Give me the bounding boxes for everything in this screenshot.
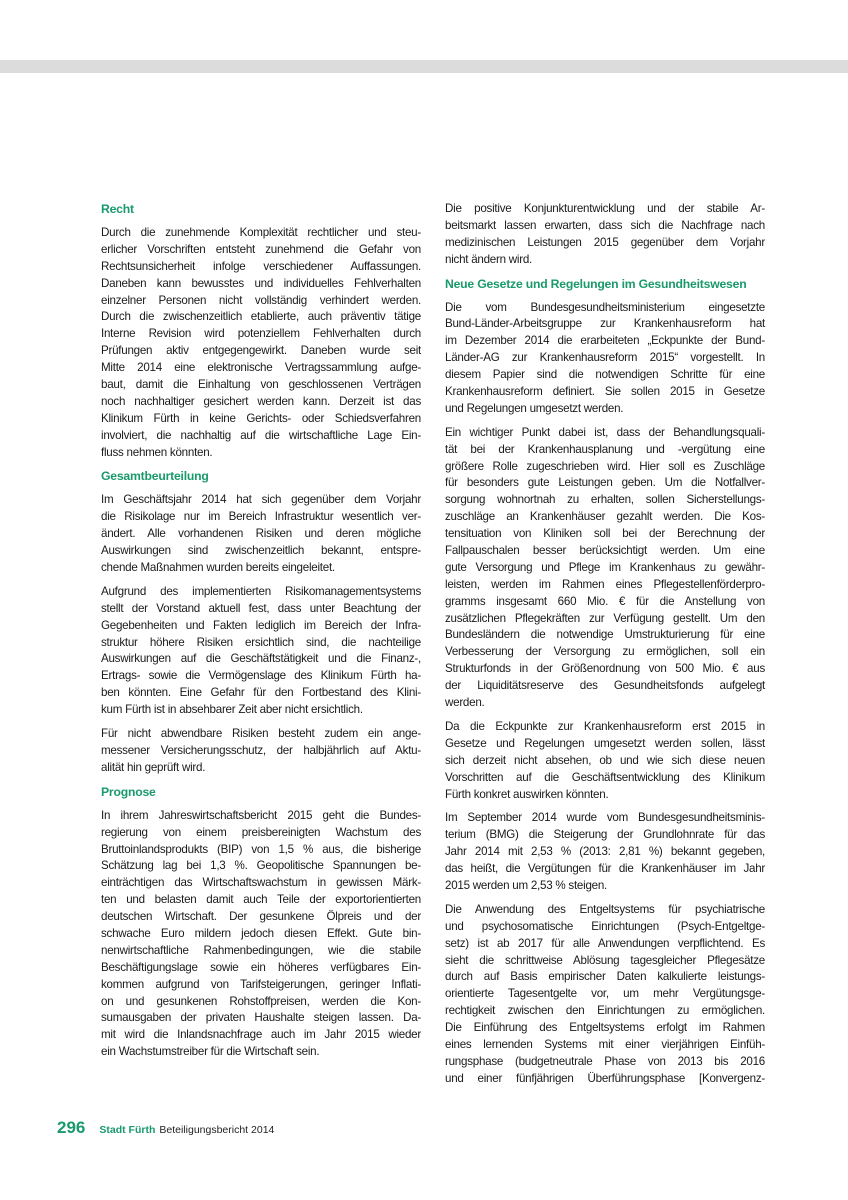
text-line: terium (BMG) die Steigerung der Grundlohnrate für das (445, 828, 765, 842)
text-line: messener Versicherungsschutz, der halbjährlich auf Aktu- (101, 743, 421, 757)
page-number: 296 (57, 1118, 86, 1137)
text-line: sorgung wohnortnah zu erhalten, sollen Sicherstellungs- (445, 493, 765, 507)
text-line: Daneben kann bewusstes und individuelles Fehlverhalten (101, 276, 421, 290)
paragraph (101, 726, 421, 777)
text-line: größere Rolle zugeschrieben wird. Hier soll es Zuschläge (445, 459, 765, 473)
section-heading: Neue Gesetze und Regelungen im Gesundheitswesen (445, 276, 747, 291)
text-line: erlicher Vorschriften entsteht zunehmend die Gefahr von (101, 242, 421, 256)
text-line: Gegebenheiten und Fakten lediglich im Bereich der Infra- (101, 618, 421, 632)
text-line: Bundesländern die notwendige Umstrukturierung für eine (445, 628, 765, 642)
paragraph (445, 300, 765, 418)
text-line: Jahr 2014 mit 2,53 % (2013: 2,81 %) bekannt gegeben, (445, 845, 765, 859)
text-line: orientierte Tagesentgelte vor, um mehr Vergütungsge- (445, 987, 765, 1001)
text-line: involviert, die nachhaltig auf die wirtschaftliche Lage Ein- (101, 428, 421, 442)
section-heading: Prognose (101, 784, 156, 799)
text-line: Die Anwendung des Entgeltsystems für psychiatrische (445, 902, 765, 916)
text-line: setz) ist ab 2017 für alle Anwendungen verpflichtend. Es (445, 936, 765, 950)
text-line: Auswirkungen auf die Geschäftstätigkeit und die Finanz-, (101, 652, 421, 666)
text-line: gute Versorgung und Pflege im Krankenhaus zu gewähr- (445, 560, 765, 574)
text-line: Durch die zwischenzeitlich etablierte, auch präventiv tätige (101, 310, 421, 324)
text-line: Schätzung lag bei 1,3 %. Geopolitische Spannungen be- (101, 859, 421, 873)
text-line: Ein wichtiger Punkt dabei ist, dass der Behandlungsquali- (445, 425, 765, 439)
text-line: Aufgrund des implementierten Risikomanagementsystems (101, 584, 421, 598)
text-line: Fürth konkret auswirken könnten. (445, 787, 609, 801)
text-line: ändert. Alle vorhandenen Risiken und deren mögliche (101, 527, 421, 541)
text-line: mit wird die Inlandsnachfrage auch im Jahr 2015 wieder (101, 1028, 421, 1042)
text-line: werden. (445, 696, 485, 710)
text-line: ben könnten. Eine Gefahr für den Fortbestand des Klini- (101, 686, 421, 700)
text-line: Die Einführung des Entgeltsystems erfolgt im Rahmen (445, 1021, 765, 1035)
paragraph (445, 719, 765, 803)
text-line: sumausgaben der privaten Haushalte steigen lassen. Da- (101, 1011, 421, 1025)
text-line: beitsmarkt lassen erwarten, dass sich die Nachfrage nach (445, 218, 765, 232)
report-title: Beteiligungsbericht 2014 (159, 1124, 275, 1136)
text-line: alität hin geprüft wird. (101, 760, 206, 774)
text-line: das heißt, die Vergütungen für die Krankenhäuser im Jahr (445, 862, 765, 876)
text-line: Prüfungen aktiv entgegengewirkt. Daneben wurde seit (101, 344, 421, 358)
text-line: Die vom Bundesgesundheitsministerium eingesetzte (445, 300, 765, 314)
text-line: Für nicht abwendbare Risiken besteht zudem ein ange- (101, 727, 421, 741)
top-bar (0, 60, 848, 73)
paragraph (101, 225, 421, 461)
text-line: deutschen Wirtschaft. Der gesunkene Ölpreis und der (101, 910, 421, 924)
right-column (445, 201, 765, 1095)
text-line: und einer fünfjährigen Überführungsphase [Konvergenz- (445, 1071, 765, 1085)
text-line: Klinikum Fürth in keine Gerichts- oder Schiedsverfahren (101, 411, 421, 425)
text-line: Mitte 2014 eine elektronische Vertragssammlung aufge- (101, 361, 421, 375)
text-line: Bruttoinlandsprodukts (BIP) von 1,5 % aus, die bisherige (101, 842, 421, 856)
text-line: ten und belasten damit auch Teile der exportorientierten (101, 893, 421, 907)
text-line: medizinischen Leistungen 2015 gegenüber dem Vorjahr (445, 235, 765, 249)
text-line: Da die Eckpunkte zur Krankenhausreform erst 2015 in (445, 719, 765, 733)
text-line: schwache Euro mildern jedoch diesen Effekt. Gute bin- (101, 926, 421, 940)
text-line: der Liquiditätsreserve des Gesundheitsfonds aufgelegt (445, 679, 765, 693)
text-line: Ertrags- sowie die Vermögenslage des Klinikum Fürth ha- (101, 669, 421, 683)
text-line: ein Wachstumstreiber für die Wirtschaft sein. (101, 1045, 320, 1059)
text-line: Krankenhausreform definiert. Sie sollen 2015 in Gesetze (445, 385, 765, 399)
text-line: Länder-AG zur Krankenhausreform 2015“ vorgestellt. In (445, 351, 765, 365)
paragraph (445, 810, 765, 894)
text-line: Rechtsunsicherheit infolge verschiedener Auffassungen. (101, 259, 421, 273)
text-line: einzelner Personen nicht vollständig verhindert werden. (101, 293, 421, 307)
text-line: Gesetze und Regelungen umgesetzt werden sollen, lässt (445, 736, 765, 750)
text-line: durch auf Basis empirischer Daten kalkulierte leistungs- (445, 970, 765, 984)
text-line: diesem Papier sind die notwendigen Schritte für eine (445, 368, 765, 382)
text-line: einträchtigen das Wirtschaftswachstum in gewissen Märk- (101, 876, 421, 890)
text-line: rechtigkeit zwischen den Einrichtungen zu ermöglichen. (445, 1004, 765, 1018)
paragraph (101, 584, 421, 719)
text-line: baut, damit die Einhaltung von geschlossenen Verträgen (101, 378, 421, 392)
text-line: im Dezember 2014 die erarbeiteten „Eckpunkte der Bund- (445, 334, 765, 348)
text-line: und Regelungen umgesetzt werden. (445, 401, 624, 415)
text-line: Beschäftigungslage sowie ein höheres verfügbares Ein- (101, 960, 421, 974)
text-line: Strukturfonds in der Größenordnung von 500 Mio. € aus (445, 662, 765, 676)
text-line: fluss nehmen könnten. (101, 445, 213, 459)
text-line: zusätzlichen Pflegekräften zur Verfügung gestellt. Um den (445, 611, 765, 625)
text-line: nicht ändern wird. (445, 252, 533, 266)
text-line: rungsphase (budgetneutrale Phase von 2013 bis 2016 (445, 1054, 765, 1068)
text-line: nenwirtschaftliche Rahmenbedingungen, wie die stabile (101, 943, 421, 957)
paragraph (101, 808, 421, 1061)
text-line: Fallpauschalen besser berücksichtigt werden. Um eine (445, 544, 765, 558)
text-line: gramms insgesamt 660 Mio. € für die Anstellung von (445, 594, 765, 608)
text-line: Bund-Länder-Arbeitsgruppe zur Krankenhausreform hat (445, 317, 765, 331)
section-heading: Recht (101, 202, 134, 216)
text-line: 2015 werden um 2,53 % steigen. (445, 878, 608, 892)
text-line: kum Fürth ist in absehbarer Zeit aber nicht ersichtlich. (101, 703, 363, 717)
text-line: Im Geschäftsjahr 2014 hat sich gegenüber dem Vorjahr (101, 493, 421, 507)
page-footer (57, 1118, 274, 1138)
text-line: tensituation von Kliniken soll bei der Berechnung der (445, 527, 765, 541)
text-line: tät bei der Krankenhausplanung und -vergütung eine (445, 442, 765, 456)
text-line: sich derzeit nicht absehen, ob und wie sich diese neuen (445, 753, 765, 767)
paragraph (101, 492, 421, 576)
paragraph (445, 201, 765, 269)
text-line: die Risikolage nur im Bereich Infrastruktur wesentlich ver- (101, 510, 421, 524)
text-line: In ihrem Jahreswirtschaftsbericht 2015 geht die Bundes- (101, 808, 421, 822)
text-line: on und gesunkenen Rohstoffpreisen, werden die Kon- (101, 994, 421, 1008)
text-line: zuschläge an Krankenhäuser gezahlt werden. Die Kos- (445, 510, 765, 524)
text-line: für besonders gute Leistungen geben. Um die Notfallver- (445, 476, 765, 490)
section-heading: Gesamtbeurteilung (101, 469, 209, 484)
text-line: Durch die zunehmende Komplexität rechtlicher und steu- (101, 226, 421, 239)
text-line: noch nachhaltiger gesichert werden kann. Derzeit ist das (101, 394, 421, 408)
text-line: Auswirkungen sind zwischenzeitlich bekannt, entspre- (101, 544, 421, 558)
text-line: sieht die schrittweise Ablösung tagesgleicher Pflegesätze (445, 953, 765, 967)
text-line: stellt der Vorstand aktuell fest, dass unter Beachtung der (101, 601, 421, 615)
text-line: und psychosomatische Einrichtungen (Psych-Entgeltge- (445, 919, 765, 933)
left-column (101, 201, 421, 1068)
text-line: Vorschritten auf die Geschäftsentwicklung des Klinikum (445, 770, 765, 784)
text-line: struktur höhere Risiken ersichtlich sind, die nachteilige (101, 635, 421, 649)
text-line: chende Maßnahmen wurden bereits eingeleitet. (101, 561, 335, 575)
text-line: kommen aufgrund von Tarifsteigerungen, geringer Inflati- (101, 977, 421, 991)
text-line: leisten, werden im Rahmen eines Pflegestellenförderpro- (445, 577, 765, 591)
text-line: eines lernenden Systems mit einer vierjährigen Einfüh- (445, 1037, 765, 1051)
publisher-name: Stadt Fürth (99, 1124, 156, 1136)
text-line: regierung von einem preisbereinigten Wachstum des (101, 825, 421, 839)
text-line: Verbesserung der Versorgung zu ermöglichen, soll ein (445, 645, 765, 659)
paragraph (445, 425, 765, 712)
text-line: Die positive Konjunkturentwicklung und der stabile Ar- (445, 202, 765, 215)
text-line: Interne Revision wird potenziellem Fehlverhalten durch (101, 327, 421, 341)
text-line: Im September 2014 wurde vom Bundesgesundheitsminis- (445, 811, 765, 825)
paragraph (445, 902, 765, 1088)
